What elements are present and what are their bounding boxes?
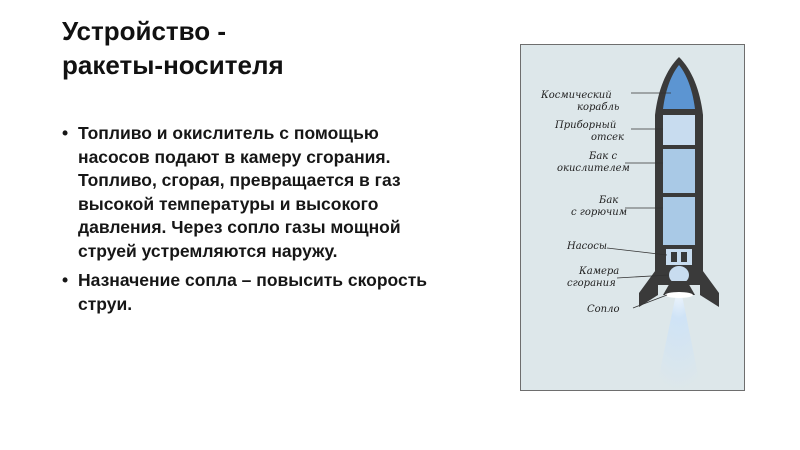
pump-left — [671, 252, 677, 262]
oxidizer-tank — [663, 149, 695, 193]
fuel-tank — [663, 197, 695, 245]
instrument-bay — [663, 115, 695, 145]
label-instrument-1: Приборный — [555, 120, 617, 131]
label-oxidizer-1: Бак с — [589, 151, 618, 162]
bullet-list — [62, 122, 442, 322]
slide-title — [62, 14, 482, 82]
nozzle-exit — [665, 292, 693, 298]
label-instrument-2: отсек — [591, 132, 624, 143]
pumps — [666, 249, 692, 265]
label-fuel-1: Бак — [599, 195, 619, 206]
label-fuel-2: с горючим — [571, 207, 628, 218]
rocket-diagram-svg — [521, 45, 744, 390]
label-oxidizer-2: окислителем — [557, 163, 630, 174]
label-chamber-2: сгорания — [567, 278, 616, 289]
label-spacecraft-1: Космический — [541, 90, 612, 101]
rocket-diagram — [520, 44, 745, 391]
spacecraft-compartment — [663, 65, 695, 109]
title-line-1: Устройство - — [62, 16, 227, 46]
label-spacecraft-2: корабль — [577, 102, 620, 113]
bullet-item-nozzle: • Назначение сопла – повысить скорость струи. — [62, 269, 442, 316]
title-line-2: ракеты-носителя — [62, 50, 284, 80]
bullet-item-fuel: • Топливо и окислитель с помощью насосов подают в камеру сгорания. Топливо, сгорая, превращается в газ высокой температуры и высокого давления. Через сопло газы мощной струей устремляются наружу. — [62, 122, 442, 263]
pump-right — [681, 252, 687, 262]
label-chamber-1: Камера — [579, 266, 620, 277]
label-nozzle: Сопло — [587, 304, 620, 315]
label-pumps: Насосы — [567, 241, 608, 252]
